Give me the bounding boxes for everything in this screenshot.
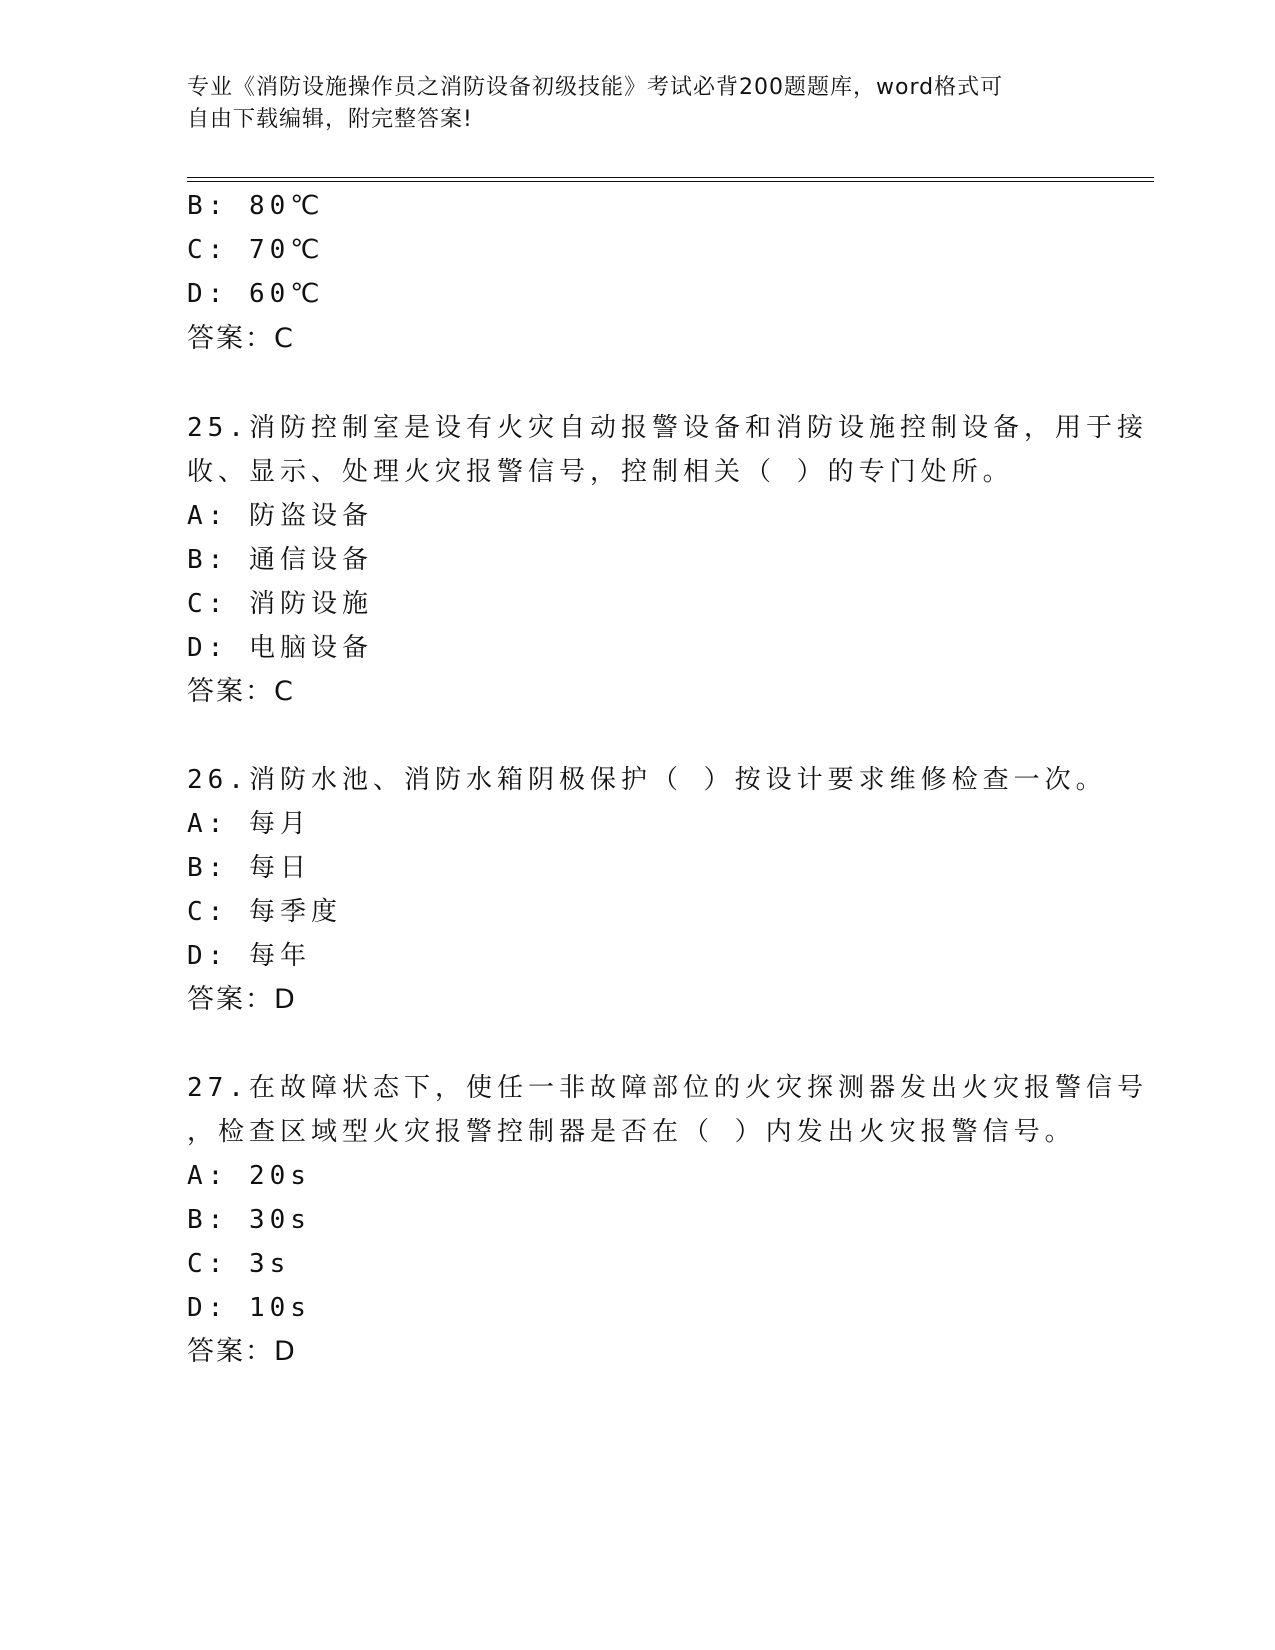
question-26-answer: 答案：D xyxy=(187,984,297,1015)
question-27-text-line-2: ，检查区域型火灾报警控制器是否在（ ）内发出火灾报警信号。 xyxy=(187,1117,1076,1147)
question-26-option-d: D: 每年 xyxy=(187,941,311,971)
question-27-text-line-1: 27.在故障状态下，使任一非故障部位的火灾探测器发出火灾报警信号 xyxy=(187,1073,1148,1103)
page-header xyxy=(187,72,1067,136)
question-25-answer: 答案：C xyxy=(187,676,295,707)
header-line-2: 自由下载编辑，附完整答案! xyxy=(187,107,473,132)
question-25-option-d: D: 电脑设备 xyxy=(187,633,373,663)
question-27-option-b: B: 30s xyxy=(187,1205,311,1235)
prev-option-d: D: 60℃ xyxy=(187,279,325,309)
question-26-option-a: A: 每月 xyxy=(187,809,311,839)
question-27-option-c: C: 3s xyxy=(187,1249,291,1279)
header-line-1: 专业《消防设施操作员之消防设备初级技能》考试必背200题题库，word格式可 xyxy=(187,75,1004,100)
question-26-option-b: B: 每日 xyxy=(187,853,311,883)
question-26-option-c: C: 每季度 xyxy=(187,897,342,927)
prev-answer: 答案：C xyxy=(187,323,295,354)
prev-option-c: C: 70℃ xyxy=(187,235,325,265)
question-25-option-b: B: 通信设备 xyxy=(187,545,373,575)
question-25-text-line-2: 收、显示、处理火灾报警信号，控制相关（ ）的专门处所。 xyxy=(187,457,1014,487)
question-27-option-a: A: 20s xyxy=(187,1161,311,1191)
prev-option-b: B: 80℃ xyxy=(187,191,325,221)
header-divider xyxy=(187,177,1154,182)
question-27-option-d: D: 10s xyxy=(187,1293,311,1323)
question-25-text-line-1: 25.消防控制室是设有火灾自动报警设备和消防设施控制设备，用于接 xyxy=(187,413,1148,443)
question-25-option-c: C: 消防设施 xyxy=(187,589,373,619)
question-26-text-line-1: 26.消防水池、消防水箱阴极保护（ ）按设计要求维修检查一次。 xyxy=(187,765,1107,795)
question-27-answer: 答案：D xyxy=(187,1336,297,1367)
question-25-option-a: A: 防盗设备 xyxy=(187,501,373,531)
